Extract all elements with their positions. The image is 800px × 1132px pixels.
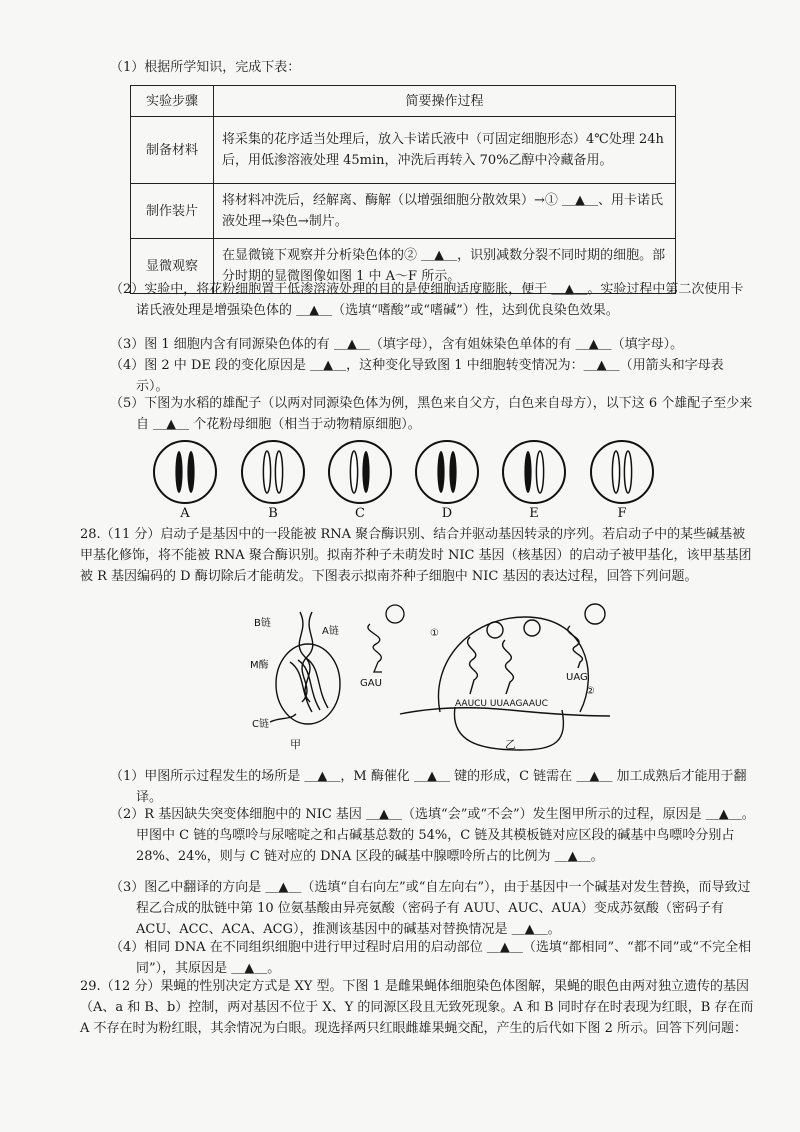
q27-part2: （2）实验中，将花粉细胞置于低渗溶液处理的目的是使细胞适度膨胀，便于 ＿▲＿。实验过程中第二次使用卡诺氏液处理是增强染色体的 ＿▲＿（选填“嗜酸”或“嗜碱”）性，达到优良染色效果。 [110,282,744,318]
q28-part1: （1）甲图所示过程发生的场所是 ＿▲＿，M 酶催化 ＿▲＿ 键的形成，C 链需在 ＿▲＿ 加工成熟后才能用于翻译。 [110,769,747,805]
table-header-process: 简要操作过程 [214,86,676,117]
cell-f [591,441,653,503]
cell-label-f: F [617,506,627,518]
q28-stem: 28.（11 分）启动子是基因中的一段能被 RNA 聚合酶识别、结合并驱动基因转录的序列。若启动子中的某些碱基被甲基化修饰，将不能被 RNA 聚合酶识别。拟南芥种子未萌发时 NIC 基因（核基因）的启动子被甲基化，该甲基基团被 R 基因编码的 D 酶切除后才能萌发。下图表示拟南芥种子细胞中 NIC 基因的表达过程，回答下列问题。 [80,527,752,584]
cell-label-b: B [268,506,278,518]
q27-part4: （4）图 2 中 DE 段的变化原因是 ＿▲＿，这种变化导致图 1 中细胞转变情况为：＿▲＿（用箭头和字母表示）。 [110,358,724,394]
table-cell-text: 将采集的花序适当处理后，放入卡诺氏液中（可固定细胞形态）4℃处理 24h 后，用低渗溶液处理 45min，冲洗后再转入 70%乙醇中冷藏备用。 [214,117,676,184]
b-chain-label: B链 [254,618,271,629]
q27-part1-intro: （1）根据所学知识，完成下表： [110,60,301,75]
q28-part2: （2）R 基因缺失突变体细胞中的 NIC 基因 ＿▲＿（选填“会”或“不会”）发生图甲所示的过程，原因是 ＿▲＿。甲图中 C 链的鸟嘌呤与尿嘧啶之和占碱基总数的 54%，C 链及其模板链对应区段的碱基中鸟嘌呤分别占 28%、24%，则与 C 链对应的 DNA 区段的碱基中腺嘌呤所占的比例为 ＿▲＿。 [110,807,755,864]
figure-yi-label: 乙 [505,738,516,751]
cell-label-a: A [180,506,190,518]
cell-label-d: D [441,506,453,518]
anticodon-left: GAU [360,678,382,689]
table-cell-step: 显微观察 [131,239,214,294]
figure-jia-label: 甲 [290,738,301,751]
trna-left [368,605,404,672]
gene-expression-diagram [250,602,610,762]
table-cell-step: 制作装片 [131,184,214,239]
cell-label-c: C [355,506,365,518]
table-row [131,184,676,239]
a-chain-label: A链 [322,626,339,637]
q29-stem: 29.（12 分）果蝇的性别决定方式是 XY 型。下图 1 是雌果蝇体细胞染色体图解，果蝇的眼色由两对独立遗传的基因（A、a 和 B、b）控制，两对基因不位于 X、Y 的同源区段且无致死现象。A 和 B 同时存在时表现为红眼，B 存在而 A 不存在时为粉红眼，其余情况为白眼。现选择两只红眼雌雄果蝇交配，产生的后代如下图 2 所示。回答下列问题： [80,979,754,1036]
c-chain-label: C链 [252,719,269,730]
q28-part4: （4）相同 DNA 在不同组织细胞中进行甲过程时启用的启动部位 ＿▲＿（选填“都相同”、“都不同”或“不完全相同”），其原因是 ＿▲＿。 [110,940,752,976]
q27-part3: （3）图 1 细胞内含有同源染色体的有 ＿▲＿（填字母），含有姐妹染色单体的有 ＿▲＿（填字母）。 [110,337,684,352]
table-cell-step: 制备材料 [131,117,214,184]
anticodon-right: UAG [566,672,588,683]
cell-e [503,441,565,503]
cell-b [242,441,304,503]
table-header-row [131,86,676,117]
cell-label-e: E [529,506,539,518]
q28-part3: （3）图乙中翻译的方向是 ＿▲＿（选填“自右向左”或“自左向右”），由于基因中一个碱基对发生替换，而导致过程乙合成的肽链中第 10 位氨基酸由异亮氨酸（密码子有 AUU、AUC、AUA）变成苏氨酸（密码子有 ACU、ACC、ACA、ACG），推测该基因中的碱基对替换情况是 ＿▲＿。 [110,880,751,937]
cell-d [416,441,478,503]
m-enzyme-label: M酶 [250,660,269,671]
marker-2: ② [586,686,595,697]
gamete-cells-figure [150,438,670,518]
table-cell-text: 在显微镜下观察并分析染色体的② ＿▲＿，识别减数分裂不同时期的细胞。部分时期的显微图像如图 1 中 A～F 所示。 [214,239,676,294]
q27-part5: （5）下图为水稻的雄配子（以两对同源染色体为例，黑色来自父方，白色来自母方），以下这 6 个雄配子至少来自 ＿▲＿ 个花粉母细胞（相当于动物精原细胞）。 [110,396,753,432]
table-row [131,117,676,184]
table-header-step: 实验步骤 [131,86,214,117]
mrna-sequence: AAUCU UUAAGAAUC [455,699,548,709]
cell-c [329,441,391,503]
table-cell-text: 将材料冲洗后，经解离、酶解（以增强细胞分散效果）→① ＿▲＿、用卡诺氏液处理→染色→制片。 [214,184,676,239]
experiment-steps-table [130,85,676,294]
cell-a [154,441,216,503]
marker-1: ① [430,628,439,639]
